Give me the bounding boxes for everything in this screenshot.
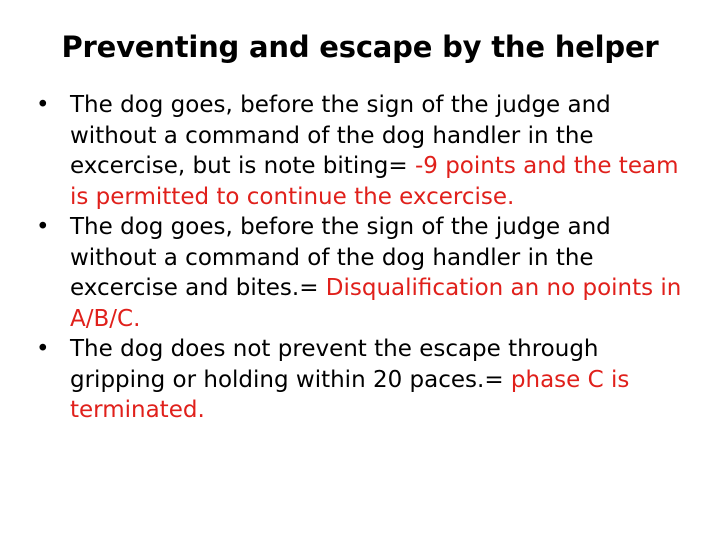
bullet-text: The dog goes, before the sign of the judge and without a command of the dog handler in the excercise, but is note biting= [70, 92, 611, 179]
bullet-text: The dog does not prevent the escape through gripping or holding within 20 paces.= [70, 336, 599, 393]
bullet-text: The dog goes, before the sign of the judge and without a command of the dog handler in the excercise and bites.= [70, 214, 611, 301]
bullet-item [34, 212, 684, 334]
bullet-item [34, 334, 684, 426]
bullet-item [34, 90, 684, 212]
bullet-list [34, 90, 684, 426]
bullet-penalty-text: Disqualification an no points in A/B/C. [70, 275, 682, 332]
bullet-marker: • [36, 214, 50, 240]
bullet-marker: • [36, 336, 50, 362]
bullet-marker: • [36, 92, 50, 118]
bullet-penalty-text: phase C is terminated. [70, 366, 630, 423]
bullet-penalty-text: -9 points and the team is permitted to continue the excercise. [70, 153, 679, 210]
slide-title: Preventing and escape by the helper [61, 30, 659, 64]
